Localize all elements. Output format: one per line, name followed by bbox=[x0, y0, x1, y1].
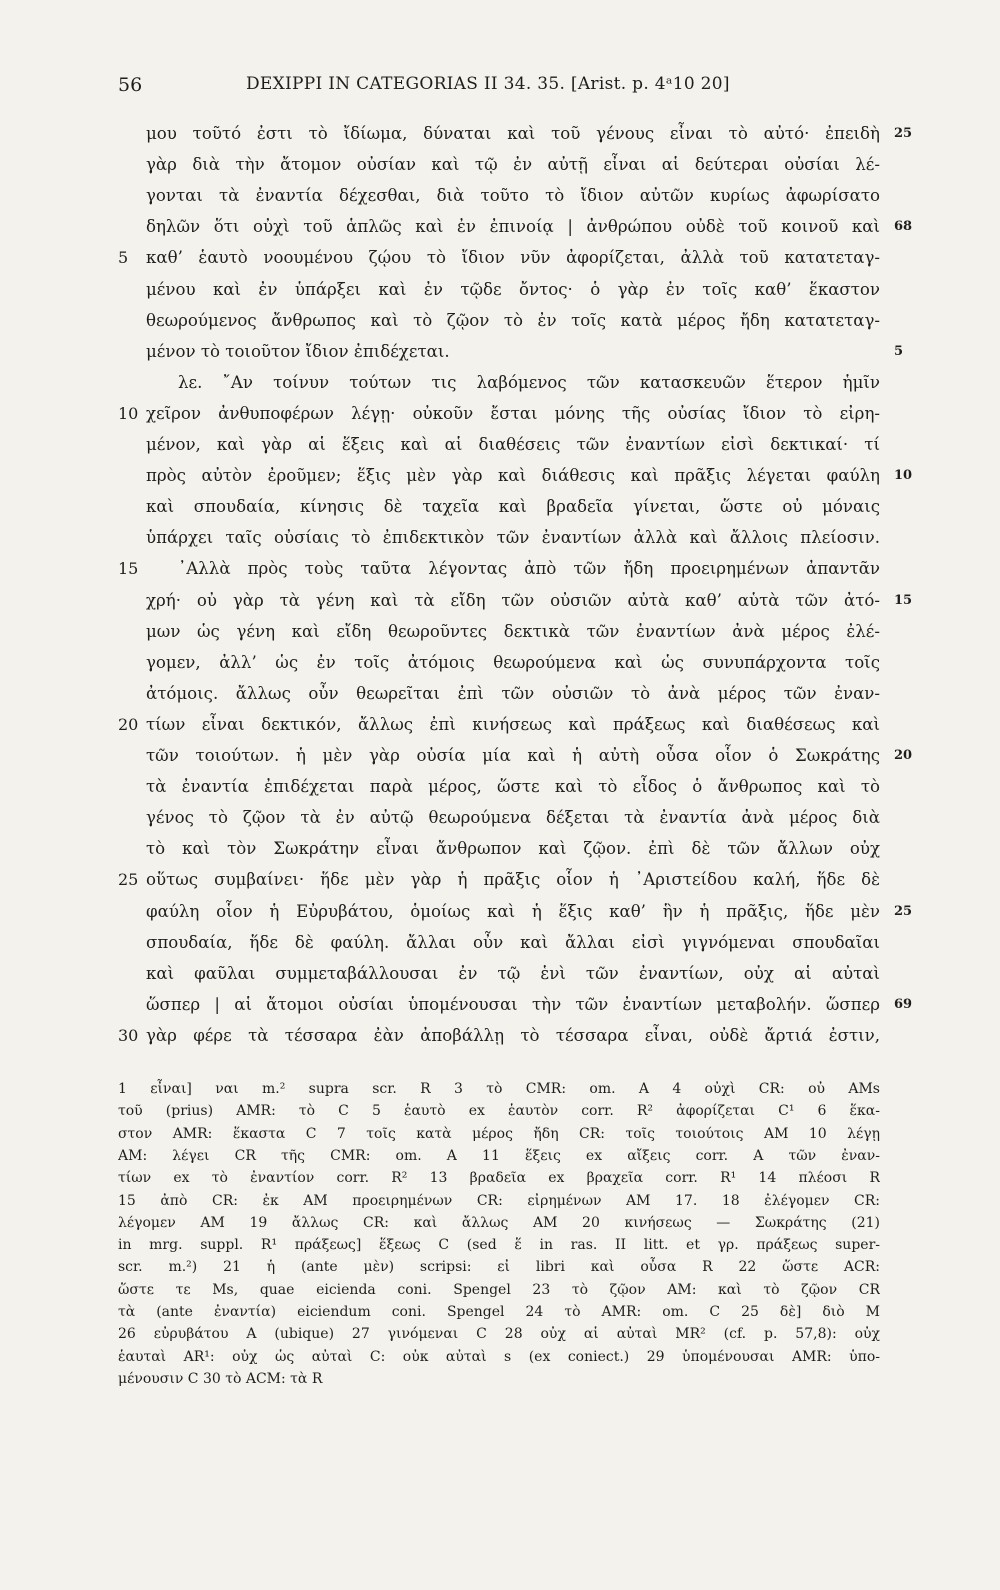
line-text: καὶ φαῦλαι συμμεταβάλλουσαι ἐν τῷ ἑνὶ τῶν ἐναντίων, οὐχ αἱ αὐταὶ bbox=[146, 963, 880, 983]
text-line bbox=[0, 522, 1000, 553]
margin-reference: 25 bbox=[894, 903, 913, 919]
line-text: μένον, καὶ γὰρ αἱ ἕξεις καὶ αἱ διαθέσεις τῶν ἐναντίων εἰσὶ δεκτικαί· τί bbox=[146, 435, 880, 454]
apparatus-line: ὥστε τε Ms, quae eicienda coni. Spengel 23 τὸ ζῷον AM: καὶ τὸ ζῷον CR bbox=[118, 1281, 880, 1298]
line-text: ὥσπερ | αἱ ἄτομοι οὐσίαι ὑπομένουσαι τὴν τῶν ἐναντίων μεταβολήν. ὥσπερ bbox=[146, 994, 880, 1014]
line-text: γονται τὰ ἐναντία δέχεσθαι, διὰ τοῦτο τὸ ἴδιον αὐτῶν κυρίως ἀφωρίσατο bbox=[146, 186, 880, 206]
line-text: τὰ ἐναντία ἐπιδέχεται παρὰ μέρος, ὥστε καὶ τὸ εἶδος ὁ ἄνθρωπος καὶ τὸ bbox=[146, 777, 880, 797]
text-line bbox=[0, 958, 1000, 989]
running-title: DEXIPPI IN CATEGORIAS II 34. 35. [Arist. p. 4ᵃ10 20] bbox=[246, 74, 730, 94]
text-line bbox=[0, 274, 1000, 305]
line-text: τὸ καὶ τὸν Σωκράτην εἶναι ἄνθρωπον καὶ ζῷον. ἐπὶ δὲ τῶν ἄλλων οὐχ bbox=[146, 839, 880, 859]
line-text: ὑπάρχει ταῖς οὐσίαις τὸ ἐπιδεκτικὸν τῶν ἐναντίων ἀλλὰ καὶ ἄλλοις πλείοσιν. bbox=[146, 528, 880, 548]
page-number: 56 bbox=[118, 74, 143, 96]
apparatus-line: στον AMR: ἕκαστα C 7 τοῖς κατὰ μέρος ἤδη CR: τοῖς τοιούτοις AM 10 λέγῃ bbox=[118, 1125, 880, 1142]
apparatus-line: τοῦ (prius) AMR: τὸ C 5 ἑαυτὸ ex ἑαυτὸν corr. R² ἀφορίζεται C¹ 6 ἕκα- bbox=[118, 1103, 880, 1120]
apparatus-line: λέγομεν AM 19 ἄλλως CR: καὶ ἄλλως AM 20 κινήσεως — Σωκράτης (21) bbox=[118, 1214, 880, 1231]
line-text: γὰρ φέρε τὰ τέσσαρα ἐὰν ἀποβάλλῃ τὸ τέσσαρα εἶναι, οὐδὲ ἄρτιά ἐστιν, bbox=[146, 1025, 880, 1045]
line-number: 10 bbox=[118, 403, 139, 423]
text-line bbox=[0, 336, 1000, 367]
line-text: τίων εἶναι δεκτικόν, ἄλλως ἐπὶ κινήσεως καὶ πράξεως καὶ διαθέσεως καὶ bbox=[146, 714, 880, 734]
line-text: οὕτως συμβαίνει· ἥδε μὲν γὰρ ἡ πρᾶξις οἷον ἡ ᾿Αριστείδου καλή, ἥδε δὲ bbox=[146, 870, 880, 890]
apparatus-line: μένουσιν C 30 τὸ ACM: τὰ R bbox=[118, 1370, 323, 1387]
running-header bbox=[118, 74, 878, 104]
line-text: πρὸς αὐτὸν ἐροῦμεν; ἕξις μὲν γὰρ καὶ διάθεσις καὶ πρᾶξις λέγεται φαύλη bbox=[146, 466, 880, 486]
margin-reference: 10 bbox=[894, 468, 913, 484]
margin-reference: 25 bbox=[894, 126, 913, 141]
text-line bbox=[0, 927, 1000, 958]
line-number: 20 bbox=[118, 714, 139, 734]
line-text: γένος τὸ ζῷον τὰ ἐν αὐτῷ θεωρούμενα δέξεται τὰ ἐναντία ἀνὰ μέρος διὰ bbox=[146, 808, 880, 828]
margin-reference: 68 bbox=[894, 219, 913, 235]
text-line bbox=[0, 647, 1000, 678]
apparatus-line: ἑαυταὶ AR¹: οὐχ ὡς αὐταὶ C: οὐκ αὐταὶ s (ex coniect.) 29 ὑπομένουσαι AMR: ὑπο- bbox=[118, 1348, 880, 1365]
text-line bbox=[0, 149, 1000, 180]
text-line bbox=[0, 305, 1000, 336]
line-text: καθ’ ἑαυτὸ νοουμένου ζῴου τὸ ἴδιον νῦν ἀφορίζεται, ἀλλὰ τοῦ κατατεταγ- bbox=[146, 248, 880, 268]
line-number: 30 bbox=[118, 1025, 139, 1045]
text-line bbox=[0, 367, 1000, 398]
line-text: σπουδαία, ἥδε δὲ φαύλη. ἄλλαι οὖν καὶ ἄλλαι εἰσὶ γιγνόμεναι σπουδαῖαι bbox=[146, 932, 880, 952]
line-text: γομεν, ἀλλ’ ὡς ἐν τοῖς ἀτόμοις θεωρούμενα καὶ ὡς συνυπάρχοντα τοῖς bbox=[146, 652, 880, 672]
apparatus-line: 26 εὐρυβάτου A (ubique) 27 γινόμεναι C 28 οὐχ αἱ αὐταὶ MR² (cf. p. 57,8): οὐχ bbox=[118, 1326, 880, 1343]
line-number: 15 bbox=[118, 559, 139, 579]
text-line bbox=[0, 429, 1000, 460]
line-text: θεωρούμενος ἄνθρωπος καὶ τὸ ζῷον τὸ ἐν τοῖς κατὰ μέρος ἤδη κατατεταγ- bbox=[146, 310, 880, 330]
text-line bbox=[0, 989, 1000, 1020]
line-text: καὶ σπουδαία, κίνησις δὲ ταχεῖα καὶ βραδεῖα γίνεται, ὥστε οὐ μόναις bbox=[146, 497, 880, 517]
apparatus-line: τὰ (ante ἐναντία) eiciendum coni. Spengel 24 τὸ AMR: om. C 25 δὲ] διὸ M bbox=[118, 1304, 880, 1320]
margin-reference: 5 bbox=[894, 343, 904, 359]
text-line bbox=[0, 460, 1000, 491]
text-line bbox=[0, 833, 1000, 864]
text-line bbox=[0, 740, 1000, 771]
line-text: χρή· οὐ γὰρ τὰ γένη καὶ τὰ εἴδη τῶν οὐσιῶν αὐτὰ καθ’ αὑτὰ τῶν ἀτό- bbox=[146, 590, 880, 610]
line-text: ᾿Αλλὰ πρὸς τοὺς ταῦτα λέγοντας ἀπὸ τῶν ἤδη προειρημένων ἀπαντᾶν bbox=[178, 559, 880, 579]
line-text: χεῖρον ἀνθυποφέρων λέγῃ· οὐκοῦν ἔσται μόνης τῆς οὐσίας ἴδιον τὸ εἰρη- bbox=[146, 403, 880, 423]
text-line bbox=[0, 802, 1000, 833]
text-line bbox=[0, 678, 1000, 709]
margin-reference: 15 bbox=[894, 592, 913, 608]
apparatus-line: scr. m.²) 21 ἡ (ante μὲν) scripsi: εἰ libri καὶ οὖσα R 22 ὥστε ACR: bbox=[118, 1259, 880, 1276]
text-line bbox=[0, 118, 1000, 149]
margin-reference: 69 bbox=[894, 996, 913, 1012]
apparatus-line: in mrg. suppl. R¹ πράξεως] ἕξεως C (sed ἕ in ras. II litt. et γρ. πράξεως super- bbox=[118, 1237, 880, 1254]
apparatus-line: 15 ἀπὸ CR: ἐκ AM προειρημένων CR: εἰρημένων AM 17. 18 ἐλέγομεν CR: bbox=[118, 1192, 880, 1209]
text-line bbox=[0, 180, 1000, 211]
line-text: τῶν τοιούτων. ἡ μὲν γὰρ οὐσία μία καὶ ἡ αὐτὴ οὖσα οἷον ὁ Σωκράτης bbox=[146, 746, 880, 765]
line-text: λε. ῎Αν τοίνυν τούτων τις λαβόμενος τῶν κατασκευῶν ἕτερον ἡμῖν bbox=[178, 372, 880, 392]
line-text: μένον τὸ τοιοῦτον ἴδιον ἐπιδέχεται. bbox=[146, 341, 450, 361]
text-line bbox=[0, 709, 1000, 740]
text-line bbox=[0, 211, 1000, 242]
text-line bbox=[0, 864, 1000, 895]
line-text: μων ὡς γένη καὶ εἴδη θεωροῦντες δεκτικὰ τῶν ἐναντίων ἀνὰ μέρος ἐλέ- bbox=[146, 621, 880, 641]
line-number: 25 bbox=[118, 870, 139, 890]
margin-reference: 20 bbox=[894, 748, 913, 763]
text-line bbox=[0, 242, 1000, 273]
line-text: μου τοῦτό ἐστι τὸ ἴδίωμα, δύναται καὶ τοῦ γένους εἶναι τὸ αὐτό· ἐπειδὴ bbox=[146, 124, 880, 143]
text-line bbox=[0, 553, 1000, 584]
text-line bbox=[0, 491, 1000, 522]
line-text: μένου καὶ ἐν ὑπάρξει καὶ ἐν τῷδε ὄντος· ὁ γὰρ ἐν τοῖς καθ’ ἕκαστον bbox=[146, 279, 880, 299]
apparatus-line: AM: λέγει CR τῆς CMR: om. A 11 ἕξεις ex αἴξεις corr. A τῶν ἐναν- bbox=[118, 1147, 880, 1164]
apparatus-line: τίων ex τὸ ἐναντίον corr. R² 13 βραδεῖα ex βραχεῖα corr. R¹ 14 πλέοσι R bbox=[118, 1170, 880, 1187]
line-number: 5 bbox=[118, 248, 129, 268]
line-text: ἀτόμοις. ἄλλως οὖν θεωρεῖται ἐπὶ τῶν οὐσιῶν τὸ ἀνὰ μέρος τῶν ἐναν- bbox=[146, 683, 880, 703]
text-line bbox=[0, 398, 1000, 429]
text-line bbox=[0, 1020, 1000, 1051]
text-line bbox=[0, 896, 1000, 927]
text-line bbox=[0, 616, 1000, 647]
line-text: φαύλη οἷον ἡ Εὐρυβάτου, ὁμοίως καὶ ἡ ἕξις καθ’ ἣν ἡ πρᾶξις, ἥδε μὲν bbox=[146, 901, 880, 921]
apparatus-line: 1 εἶναι] ναι m.² supra scr. R 3 τὸ CMR: om. A 4 οὐχὶ CR: οὐ AMs bbox=[118, 1081, 880, 1097]
line-text: δηλῶν ὅτι οὐχὶ τοῦ ἁπλῶς καὶ ἐν ἐπινοίᾳ | ἀνθρώπου οὐδὲ τοῦ κοινοῦ καὶ bbox=[146, 217, 880, 237]
text-line bbox=[0, 771, 1000, 802]
line-text: γὰρ διὰ τὴν ἄτομον οὐσίαν καὶ τῷ ἐν αὐτῇ εἶναι αἱ δεύτεραι οὐσίαι λέ- bbox=[146, 155, 880, 175]
text-line bbox=[0, 585, 1000, 616]
